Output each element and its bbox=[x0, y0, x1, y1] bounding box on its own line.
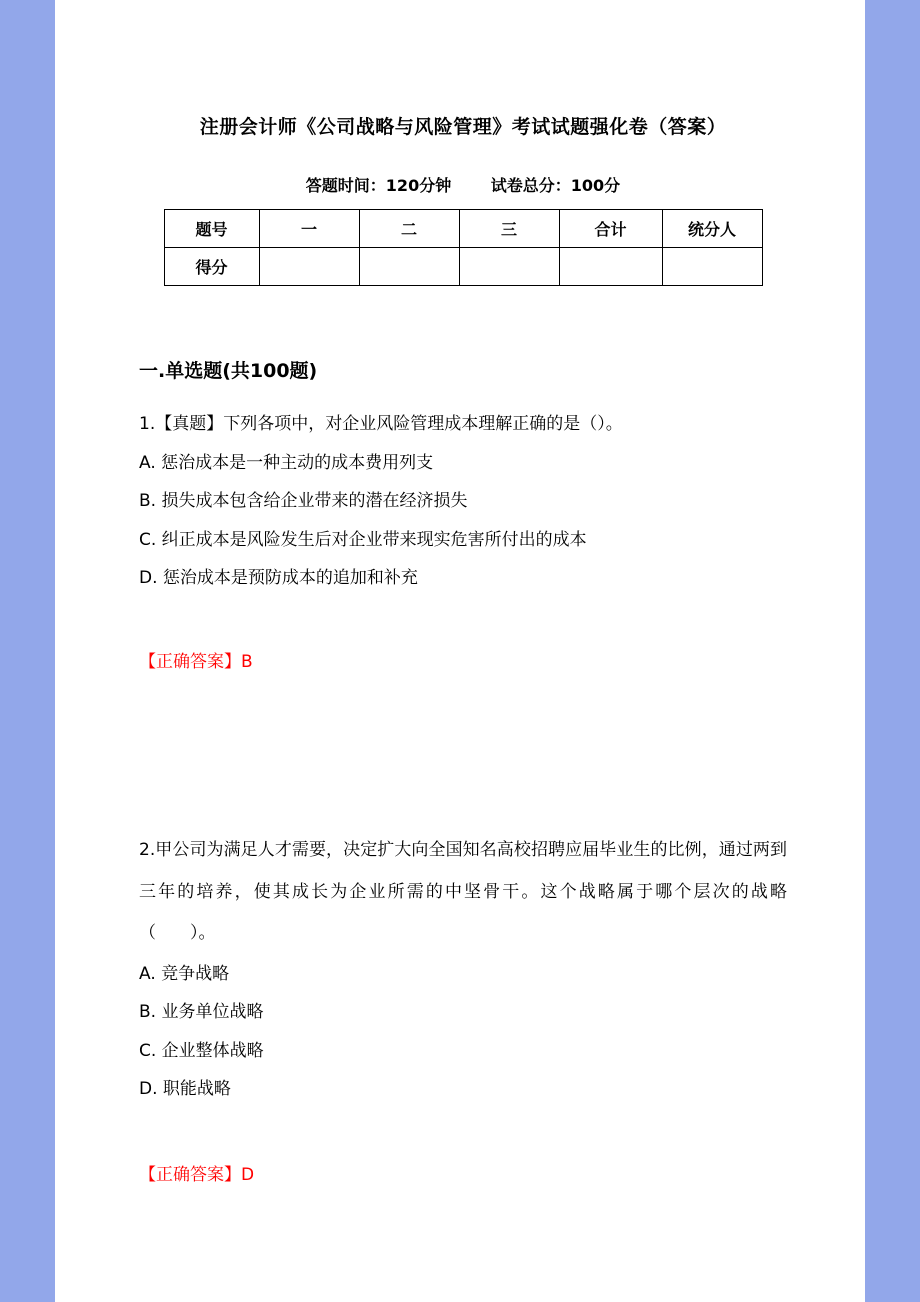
answer-label: 【正确答案】 bbox=[139, 1165, 241, 1186]
question-option-a: A. 惩治成本是一种主动的成本费用列支 bbox=[139, 453, 434, 474]
question-option-d: D. 惩治成本是预防成本的追加和补充 bbox=[139, 567, 418, 588]
question-option-b: B. 损失成本包含给企业带来的潜在经济损失 bbox=[139, 491, 468, 512]
question-option-c: C. 纠正成本是风险发生后对企业带来现实危害所付出的成本 bbox=[139, 529, 587, 550]
score-cell-empty bbox=[259, 248, 359, 286]
correct-answer-line bbox=[139, 647, 787, 672]
exam-total-score: 试卷总分：100分 bbox=[490, 176, 621, 195]
correct-answer-line bbox=[139, 1160, 787, 1185]
answer-value: D bbox=[241, 1165, 255, 1186]
score-cell-empty bbox=[359, 248, 459, 286]
score-cell-empty bbox=[662, 248, 762, 286]
table-header-cell: 统分人 bbox=[662, 210, 762, 248]
table-header-cell: 二 bbox=[359, 210, 459, 248]
document-page bbox=[55, 0, 865, 1302]
question-block bbox=[139, 830, 787, 1108]
answer-value: B bbox=[241, 652, 253, 673]
table-header-cell: 三 bbox=[459, 210, 559, 248]
score-table bbox=[164, 209, 763, 286]
section-heading: 一.单选题(共100题) bbox=[139, 360, 318, 382]
score-cell-empty bbox=[559, 248, 662, 286]
exam-meta bbox=[139, 173, 787, 196]
score-table-score-row bbox=[164, 248, 762, 286]
exam-time: 答题时间：120分钟 bbox=[305, 176, 452, 195]
question-stem: 2.甲公司为满足人才需要，决定扩大向全国知名高校招聘应届毕业生的比例，通过两到三年的培养，使其成长为企业所需的中坚骨干。这个战略属于哪个层次的战略（ ）。 bbox=[139, 840, 787, 944]
table-header-cell: 合计 bbox=[559, 210, 662, 248]
page-title: 注册会计师《公司战略与风险管理》考试试题强化卷（答案） bbox=[199, 116, 727, 138]
answer-label: 【正确答案】 bbox=[139, 652, 241, 673]
question-stem: 1.【真题】下列各项中，对企业风险管理成本理解正确的是（）。 bbox=[139, 414, 623, 434]
question-option-c: C. 企业整体战略 bbox=[139, 1040, 264, 1061]
table-header-cell: 一 bbox=[259, 210, 359, 248]
table-header-cell: 题号 bbox=[164, 210, 259, 248]
question-option-d: D. 职能战略 bbox=[139, 1078, 231, 1099]
question-option-a: A. 竞争战略 bbox=[139, 964, 230, 985]
question-block bbox=[139, 405, 787, 597]
question-option-b: B. 业务单位战略 bbox=[139, 1002, 264, 1023]
table-row-label: 得分 bbox=[164, 248, 259, 286]
score-cell-empty bbox=[459, 248, 559, 286]
score-table-header-row bbox=[164, 210, 762, 248]
